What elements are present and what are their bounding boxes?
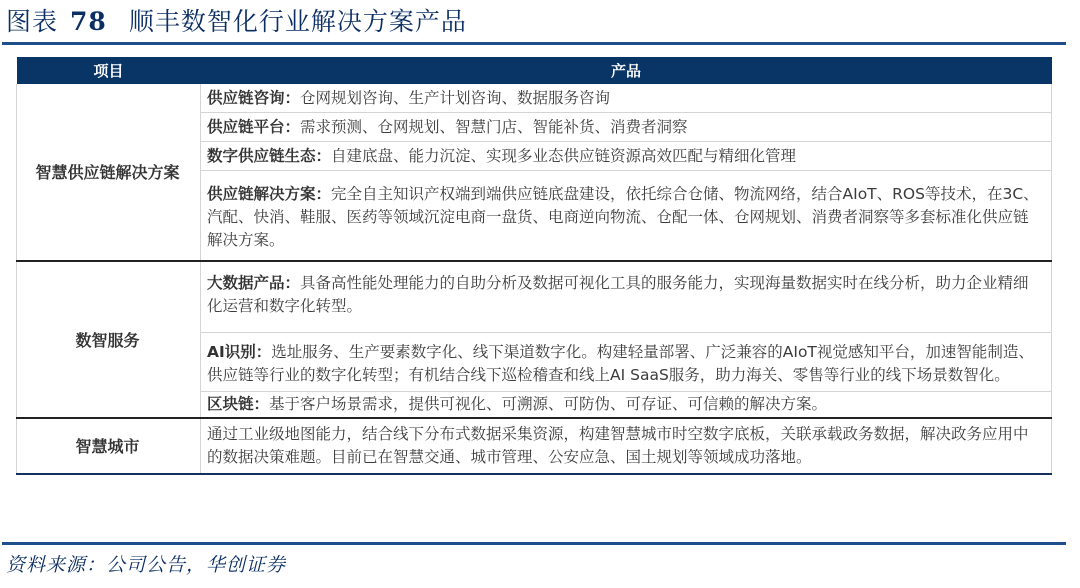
product-cell — [201, 171, 1052, 262]
figure-number: 78 — [70, 7, 107, 36]
table-row — [17, 418, 1052, 474]
title-divider — [2, 42, 1066, 45]
product-cell — [201, 84, 1052, 113]
product-cell — [201, 392, 1052, 419]
figure-title — [6, 6, 467, 38]
table-row — [17, 261, 1052, 333]
footer-divider — [2, 542, 1066, 545]
source-note: 资料来源：公司公告，华创证券 — [6, 554, 287, 576]
product-label: 供应链解决方案： — [207, 185, 332, 203]
product-label: 大数据产品： — [207, 274, 301, 292]
product-text: 需求预测、仓网规划、智慧门店、智能补货、消费者洞察 — [300, 118, 688, 136]
product-text: 完全自主知识产权端到端供应链底盘建设，依托综合仓储、物流网络，结合AIoT、ROS等技术，在3C、汽配、快消、鞋服、医药等领域沉淀电商一盘货、电商逆向物流、仓配一体、仓网规划、消费者洞察等多套标准化供应链解决方案。 — [207, 185, 1039, 249]
product-cell — [201, 142, 1052, 171]
header-item: 项目 — [17, 57, 201, 84]
table-row — [17, 84, 1052, 113]
header-product: 产品 — [201, 57, 1052, 84]
product-cell — [201, 261, 1052, 333]
product-text: 具备高性能处理能力的自助分析及数据可视化工具的服务能力，实现海量数据实时在线分析，助力企业精细化运营和数字化转型。 — [207, 274, 1029, 315]
product-label: 数字供应链生态： — [207, 147, 332, 165]
product-cell — [201, 418, 1052, 474]
product-label: AI识别： — [207, 343, 272, 361]
category-data-intelligence: 数智服务 — [17, 261, 201, 418]
product-text: 自建底盘、能力沉淀、实现多业态供应链资源高效匹配与精细化管理 — [331, 147, 797, 165]
product-cell — [201, 333, 1052, 392]
product-table — [16, 57, 1052, 475]
product-text: 通过工业级地图能力，结合线下分布式数据采集资源，构建智慧城市时空数字底板，关联承载政务数据，解决政务应用中的数据决策难题。目前已在智慧交通、城市管理、公安应急、国土规划等领域成功落地。 — [207, 425, 1029, 466]
product-label: 区块链： — [207, 395, 270, 413]
category-smart-city: 智慧城市 — [17, 418, 201, 474]
product-text: 选址服务、生产要素数字化、线下渠道数字化。构建轻量部署、广泛兼容的AIoT视觉感知平台，加速智能制造、供应链等行业的数字化转型；有机结合线下巡检稽查和线上AI SaaS服务，助力海关、零售等行业的线下场景数智化。 — [207, 343, 1034, 384]
category-supply-chain: 智慧供应链解决方案 — [17, 84, 201, 261]
product-label: 供应链平台： — [207, 118, 301, 136]
product-text: 仓网规划咨询、生产计划咨询、数据服务咨询 — [300, 89, 611, 107]
product-cell — [201, 113, 1052, 142]
figure-label: 图表 — [6, 7, 59, 36]
product-label: 供应链咨询： — [207, 89, 301, 107]
table-header-row — [17, 57, 1052, 84]
product-text: 基于客户场景需求，提供可视化、可溯源、可防伪、可存证、可信赖的解决方案。 — [269, 395, 828, 413]
figure-caption: 顺丰数智化行业解决方案产品 — [128, 7, 467, 36]
